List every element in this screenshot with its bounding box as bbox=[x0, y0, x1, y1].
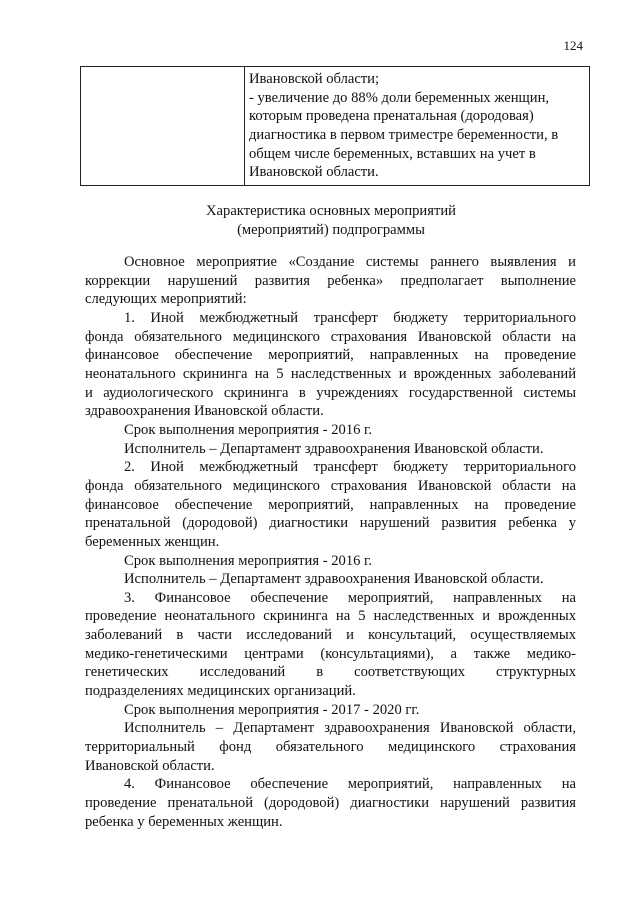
text-line: 4. Финансовое обеспечение мероприятий, направленных на bbox=[124, 776, 576, 793]
text-line: следующих мероприятий: bbox=[85, 291, 247, 308]
text-line: Исполнитель – Департамент здравоохранения Ивановской области. bbox=[124, 571, 544, 588]
text-line: проведение неонатального скрининга на 5 наследственных и врожденных bbox=[85, 608, 576, 625]
continuation-table bbox=[80, 66, 590, 186]
table-cell-indicators bbox=[245, 67, 590, 186]
table-row bbox=[81, 67, 590, 186]
text-line: Исполнитель – Департамент здравоохранения Ивановской области. bbox=[124, 440, 544, 457]
table-line: Ивановской области; bbox=[249, 71, 380, 87]
text-line: Ивановской области. bbox=[85, 757, 215, 774]
text-line: Основное мероприятие «Создание системы раннего выявления и bbox=[124, 254, 576, 270]
text-line: Исполнитель – Департамент здравоохранения Ивановской области, bbox=[124, 720, 576, 737]
text-line: фонда обязательного медицинского страхования Ивановской области на bbox=[85, 328, 576, 345]
text-line: неонатального скрининга на 5 наследственных и врожденных заболеваний bbox=[85, 365, 576, 382]
text-line: территориальный фонд обязательного медицинского страхования bbox=[85, 739, 576, 756]
text-line: Срок выполнения мероприятия - 2016 г. bbox=[124, 421, 373, 438]
text-line: 2. Иной межбюджетный трансферт бюджету территориального bbox=[124, 459, 576, 476]
text-line: пренатальной (дородовой) диагностики нарушений развития ребенка у bbox=[85, 515, 576, 532]
text-line: ребенка у беременных женщин. bbox=[85, 813, 283, 830]
text-line: 3. Финансовое обеспечение мероприятий, направленных на bbox=[124, 589, 576, 606]
text-line: медико-генетическими центрами (консультациями), а также медико- bbox=[85, 645, 576, 662]
text-line: здравоохранения Ивановской области. bbox=[85, 403, 324, 420]
text-line: генетических исследований в соответствующих структурных bbox=[85, 664, 576, 681]
section-title-line: Характеристика основных мероприятий bbox=[206, 203, 456, 219]
table-line: общем числе беременных, вставших на учет в bbox=[249, 145, 536, 162]
table-line: - увеличение до 88% доли беременных женщин, bbox=[249, 89, 550, 106]
text-line: заболеваний в части исследований и консультаций, осуществляемых bbox=[85, 627, 576, 644]
text-line: проведение пренатальной (дородовой) диагностики нарушений развития bbox=[85, 795, 576, 812]
body-text bbox=[85, 253, 576, 831]
section-title bbox=[80, 202, 582, 240]
text-line: Срок выполнения мероприятия - 2016 г. bbox=[124, 552, 373, 569]
text-line: финансовое обеспечение мероприятий, направленных на проведение bbox=[85, 496, 576, 513]
text-line: финансовое обеспечение мероприятий, направленных на проведение bbox=[85, 347, 576, 364]
text-line: коррекции нарушений развития ребенка» предполагает выполнение bbox=[85, 272, 576, 289]
text-line: фонда обязательного медицинского страхования Ивановской области на bbox=[85, 477, 576, 494]
table-cell-empty bbox=[81, 67, 245, 186]
text-line: и аудиологического скрининга в учреждениях государственной системы bbox=[85, 384, 576, 401]
table-line: которым проведена пренатальная (дородовая) bbox=[249, 108, 534, 125]
table-line: Ивановской области. bbox=[249, 164, 379, 181]
section-title-line: (мероприятий) подпрограммы bbox=[237, 222, 425, 238]
text-line: Срок выполнения мероприятия - 2017 - 2020 гг. bbox=[124, 701, 420, 718]
text-line: 1. Иной межбюджетный трансферт бюджету территориального bbox=[124, 309, 576, 326]
text-line: беременных женщин. bbox=[85, 533, 220, 550]
table-line: диагностика в первом триместре беременности, в bbox=[249, 126, 559, 143]
text-line: подразделениях медицинских организаций. bbox=[85, 683, 356, 700]
page-number: 124 bbox=[563, 38, 583, 53]
